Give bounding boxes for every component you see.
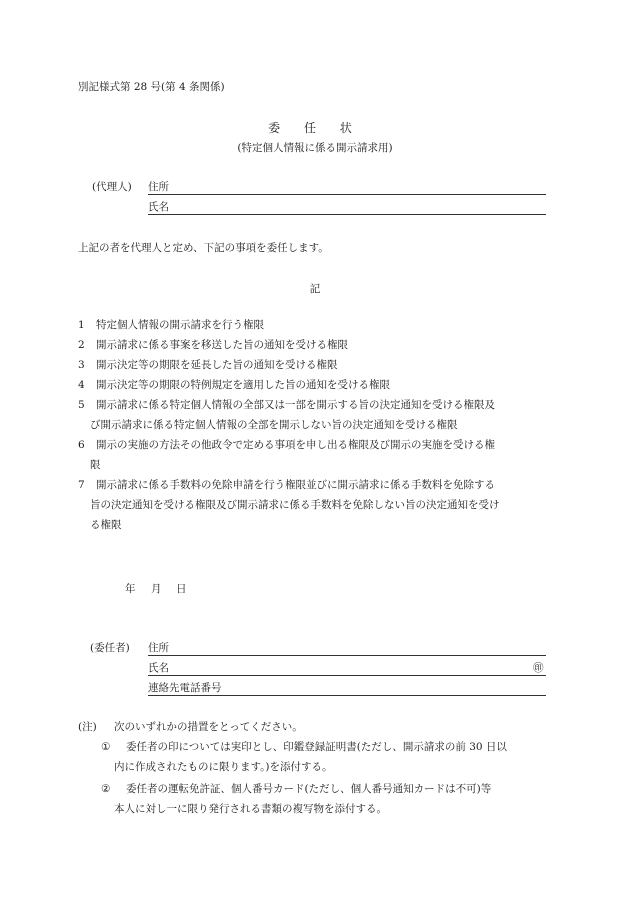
agent-address-line xyxy=(148,194,546,195)
item-text-line: 特定個人情報の開示請求を行う権限 xyxy=(96,319,264,331)
item-text-line: 開示決定等の期限の特例規定を適用した旨の通知を受ける権限 xyxy=(96,379,390,391)
item-number: 5 xyxy=(78,399,85,411)
item-text-line: 開示決定等の期限を延長した旨の通知を受ける権限 xyxy=(96,359,338,371)
item-text-line: 開示の実施の方法その他政令で定める事項を申し出る権限及び開示の実施を受ける権 xyxy=(96,439,495,451)
item-number: 1 xyxy=(78,319,85,331)
item-number: 2 xyxy=(78,339,85,351)
agent-label: (代理人) xyxy=(92,181,132,193)
form-number: 別記様式第 28 号(第 4 条関係) xyxy=(78,81,225,93)
principal-phone-line xyxy=(148,695,546,696)
principal-address-line xyxy=(148,655,546,656)
agent-name-label: 氏名 xyxy=(148,201,169,213)
item-text-line: 開示請求に係る事案を移送した旨の通知を受ける権限 xyxy=(96,339,348,351)
agent-address-label: 住所 xyxy=(148,181,169,193)
item-text-line: 限 xyxy=(90,459,101,471)
item-number: 4 xyxy=(78,379,85,391)
note-item-1-line-1: 委任者の印については実印とし、印鑑登録証明書(ただし、開示請求の前 30 日以 xyxy=(126,741,507,753)
delegation-statement: 上記の者を代理人と定め、下記の事項を委任します。 xyxy=(78,242,329,254)
item-number: 7 xyxy=(78,479,85,491)
item-text-line: び開示請求に係る特定個人情報の全部を開示しない旨の決定通知を受ける権限 xyxy=(90,419,458,431)
principal-address-label: 住所 xyxy=(148,642,169,654)
item-number: 6 xyxy=(78,439,85,451)
date-month: 月 xyxy=(151,583,162,595)
note-label: (注) xyxy=(78,721,97,733)
date-year: 年 xyxy=(125,583,136,595)
note-intro: 次のいずれかの措置をとってください。 xyxy=(114,721,303,733)
item-text-line: る権限 xyxy=(90,519,122,531)
document-title: 委 任 状 xyxy=(268,121,362,135)
note-item-2-mark: ② xyxy=(101,783,111,795)
item-text-line: 開示請求に係る特定個人情報の全部又は一部を開示する旨の決定通知を受ける権限及 xyxy=(96,399,495,411)
ki-heading: 記 xyxy=(309,283,321,295)
item-text-line: 開示請求に係る手数料の免除申請を行う権限並びに開示請求に係る手数料を免除する xyxy=(96,479,495,491)
item-number: 3 xyxy=(78,359,85,371)
note-item-2-line-2: 本人に対し一に限り発行される書類の複写物を添付する。 xyxy=(114,803,387,815)
document-subtitle: (特定個人情報に係る開示請求用) xyxy=(237,142,393,154)
principal-phone-label: 連絡先電話番号 xyxy=(148,682,222,694)
note-item-1-mark: ① xyxy=(101,741,111,753)
note-item-2-line-1: 委任者の運転免許証、個人番号カード(ただし、個人番号通知カードは不可)等 xyxy=(126,783,492,795)
principal-label: (委任者) xyxy=(90,642,130,654)
agent-name-line xyxy=(148,214,546,215)
principal-name-label: 氏名 xyxy=(148,662,169,674)
principal-name-line xyxy=(148,675,546,676)
item-text-line: 旨の決定通知を受ける権限及び開示請求に係る手数料を免除しない旨の決定通知を受け xyxy=(90,499,500,511)
seal-mark: ㊞ xyxy=(533,662,544,674)
note-item-1-line-2: 内に作成されたものに限ります。)を添付する。 xyxy=(114,761,333,773)
date-day: 日 xyxy=(176,583,187,595)
